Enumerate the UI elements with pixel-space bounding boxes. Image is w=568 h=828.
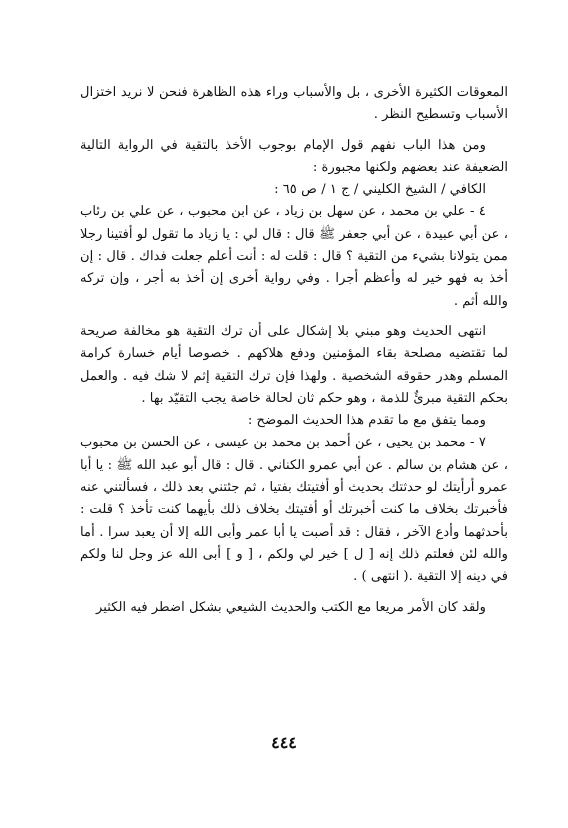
paragraph-continuation: المعوقات الكثيرة الأخرى ، بل والأسباب وراء هذه الظاهرة فنحن لا نريد اختزال الأسباب وتسطيح النظر . bbox=[80, 85, 508, 123]
paragraph-intro: ومن هذا الباب نفهم قول الإمام بوجوب الأخذ بالتقية في الرواية التالية الضعيفة عند بعضهم ولكنها مجبورة : bbox=[80, 137, 508, 175]
paragraph-transition: ومما يتفق مع ما تقدم هذا الحديث الموضح : bbox=[247, 413, 486, 429]
paragraph-closing: ولقد كان الأمر مريعا مع الكتب والحديث الشيعي بشكل اضطر فيه الكثير bbox=[95, 599, 486, 615]
page-number: ٤٤٤ bbox=[271, 733, 297, 752]
hadith-four: ٤ - علي بن محمد ، عن سهل بن زياد ، عن ابن محبوب ، عن علي بن رئاب ، عن أبي عبيدة ، عن أبي جعفر ﷺ قال : قال لي : يا زياد ما تقول لو أفتينا رجلا ممن يتولانا بشيء من التقية ؟ قال : قلت له : أنت أعلم جعلت فداك . قال : إن أخذ به فهو خير له وأعظم أجرا . وفي رواية أخرى إن أخذ به أجر ، وإن تركه والله أثم . bbox=[80, 204, 508, 309]
source-citation: الكافي / الشيخ الكليني / ج ١ / ص ٦٥ : bbox=[274, 182, 486, 198]
hadith-seven: ٧ - محمد بن يحيى ، عن أحمد بن محمد بن عيسى ، عن الحسن بن محبوب ، عن هشام بن سالم . عن أبي عمرو الكناني . قال : قال أبو عبد الله ﷺ : يا أبا عمرو أرأيتك لو حدثتك بحديث أو أفتيتك بفتيا ، ثم جئتني بعد ذلك ، فسألتني عنه فأخبرتك بخلاف ما كنت أخبرتك أو أفتيتك بخلاف ذلك بأيهما كنت تأخذ ؟ قلت : بأحدثهما وأدع الآخر ، فقال : قد أصبت يا أبا عمر وأبى الله إلا أن يعبد سرا . أما والله لئن فعلتم ذلك إنه [ ل ] خير لي ولكم ، [ و ] أبى الله عز وجل لنا ولكم في دينه إلا التقية .( انتهى ) . bbox=[80, 435, 508, 585]
paragraph-commentary: انتهى الحديث وهو مبني بلا إشكال على أن ترك التقية هو مخالفة صريحة لما تقتضيه مصلحة بقاء المؤمنين ودفع هلاكهم . خصوصا أيام خسارة كرامة المسلم وهدر حقوقه الشخصية . ولهذا فإن ترك التقية إثم لا شك فيه . والعمل بحكم التقية مبرئٌ للذمة ، وهو حكم ثان لحالة خاصة يجب التقيّد بها . bbox=[80, 323, 508, 406]
body-text bbox=[80, 82, 508, 619]
